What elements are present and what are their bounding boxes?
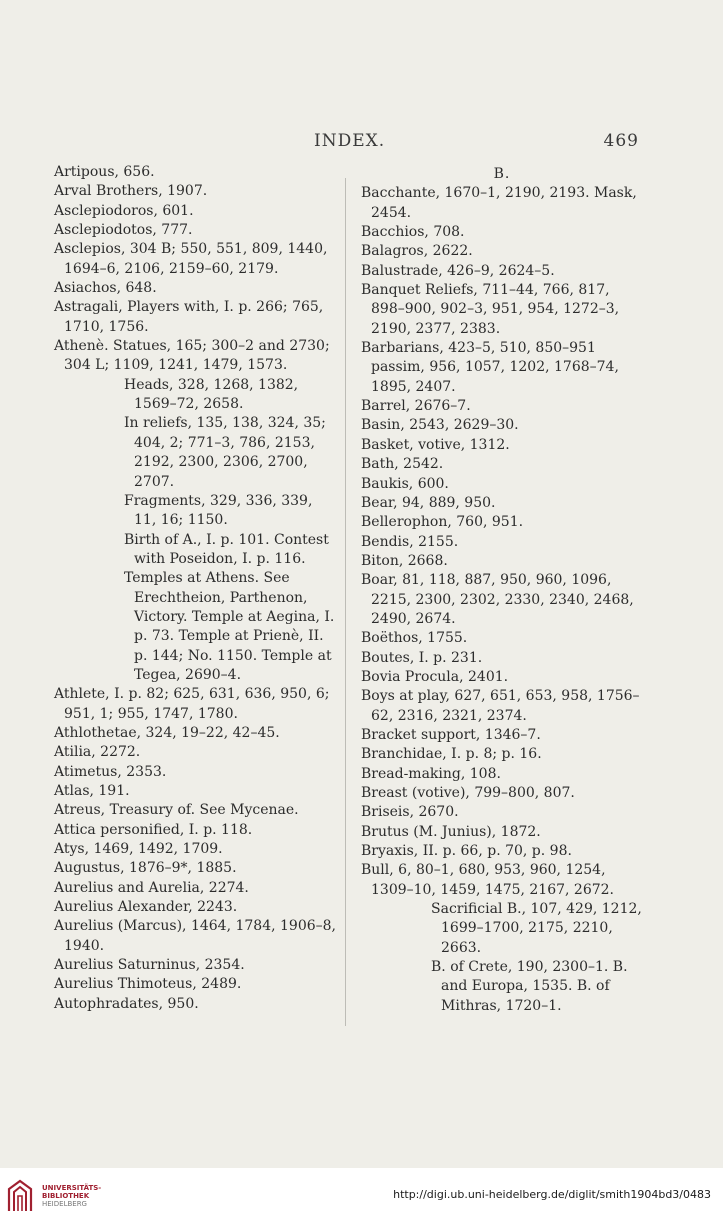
index-entry: Balagros, 2622.: [361, 243, 473, 260]
index-entry: Breast (votive), 799–800, 807.: [361, 785, 575, 801]
index-entry: Aurelius Saturninus, 2354.: [54, 957, 245, 974]
index-entry: Brutus (M. Junius), 1872.: [361, 823, 541, 840]
index-entry: Augustus, 1876–9*, 1885.: [54, 860, 237, 877]
index-left-column: [54, 163, 338, 1014]
index-entry: Basin, 2543, 2629–30.: [361, 417, 519, 434]
index-entry: Bread-making, 108.: [361, 765, 501, 782]
index-entry: Basket, votive, 1312.: [361, 436, 510, 453]
index-entry: Aurelius (Marcus), 1464, 1784, 1906–8, 1940.: [54, 918, 336, 954]
footer-bar: [0, 1168, 723, 1229]
index-entry: Boar, 81, 118, 887, 950, 960, 1096, 2215, 2300, 2302, 2330, 2340, 2468, 2490, 2674.: [361, 572, 634, 627]
index-entry: Banquet Reliefs, 711–44, 766, 817, 898–900, 902–3, 951, 954, 1272–3, 2190, 2377, 2383.: [361, 282, 620, 337]
library-logo-icon: [6, 1177, 34, 1213]
index-entry: Bear, 94, 889, 950.: [361, 494, 496, 511]
page-number: 469: [603, 131, 639, 151]
index-entry: Bellerophon, 760, 951.: [361, 514, 524, 531]
index-entry: Aurelius Alexander, 2243.: [54, 899, 238, 916]
index-subentry: B. of Crete, 190, 2300–1. B. and Europa, 1535. B. of Mithras, 1720–1.: [431, 959, 628, 1014]
index-subentry: Fragments, 329, 336, 339, 11, 16; 1150.: [124, 492, 313, 529]
index-right-column: [361, 163, 643, 1016]
index-entry: Boëthos, 1755.: [361, 630, 468, 647]
index-entry: Bath, 2542.: [361, 456, 444, 473]
index-subentry: In reliefs, 135, 138, 324, 35; 404, 2; 771–3, 786, 2153, 2192, 2300, 2306, 2700, 2707.: [124, 415, 326, 490]
index-entry: Athlete, I. p. 82; 625, 631, 636, 950, 6; 951, 1; 955, 1747, 1780.: [54, 686, 330, 722]
index-entry: Asclepios, 304 B; 550, 551, 809, 1440, 1694–6, 2106, 2159–60, 2179.: [54, 241, 328, 277]
index-entry: Aurelius Thimoteus, 2489.: [54, 976, 242, 993]
index-entry: Bracket support, 1346–7.: [361, 726, 541, 743]
index-entry: Atilia, 2272.: [54, 744, 141, 761]
index-entry: Astragali, Players with, I. p. 266; 765, 1710, 1756.: [54, 299, 324, 335]
index-entry: Bacchante, 1670–1, 2190, 2193. Mask, 2454.: [361, 185, 637, 221]
index-entry: Barrel, 2676–7.: [361, 398, 471, 415]
index-entry: Bendis, 2155.: [361, 533, 459, 550]
index-entry: Boys at play, 627, 651, 653, 958, 1756–62, 2316, 2321, 2374.: [361, 688, 640, 724]
index-entry: Briseis, 2670.: [361, 804, 459, 821]
index-entry: Atlas, 191.: [54, 783, 130, 799]
index-entry: Bryaxis, II. p. 66, p. 70, p. 98.: [361, 843, 572, 860]
index-entry: Baukis, 600.: [361, 475, 449, 492]
index-entry: Atys, 1469, 1492, 1709.: [54, 841, 223, 858]
index-entry: Asiachos, 648.: [54, 280, 157, 297]
index-entry: Bacchios, 708.: [361, 224, 465, 241]
index-entry: Asclepiodotos, 777.: [54, 222, 193, 239]
index-entry: Balustrade, 426–9, 2624–5.: [361, 262, 555, 279]
source-url-link[interactable]: http://digi.ub.uni-heidelberg.de/diglit/smith1904bd3/0483: [393, 1188, 711, 1201]
index-entry: Athenè. Statues, 165; 300–2 and 2730; 304 L; 1109, 1241, 1479, 1573.: [54, 338, 330, 374]
index-subentry: Sacrificial B., 107, 429, 1212, 1699–1700, 2175, 2210, 2663.: [431, 901, 642, 956]
index-entry: Arval Brothers, 1907.: [54, 183, 208, 200]
index-entry: Athlothetae, 324, 19–22, 42–45.: [54, 724, 280, 741]
index-subentry: Heads, 328, 1268, 1382, 1569–72, 2658.: [124, 376, 299, 413]
index-entry: Branchidae, I. p. 8; p. 16.: [361, 746, 542, 763]
index-entry: Attica personified, I. p. 118.: [54, 821, 253, 838]
index-entry: Asclepiodoros, 601.: [54, 202, 194, 219]
index-entry: Aurelius and Aurelia, 2274.: [54, 879, 249, 896]
index-subentry: Birth of A., I. p. 101. Contest with Poseidon, I. p. 116.: [124, 531, 329, 567]
index-entry: Boutes, I. p. 231.: [361, 649, 483, 666]
index-entry: Atimetus, 2353.: [54, 763, 167, 780]
index-entry: Bovia Procula, 2401.: [361, 668, 509, 685]
running-title: INDEX.: [314, 131, 386, 151]
index-subentry: Temples at Athens. See Erechtheion, Parthenon, Victory. Temple at Aegina, I. p. 73. Temple at Prienè, II. p. 144; No. 1150. Temple at Tegea, 2690–4.: [124, 570, 335, 683]
index-entry: Biton, 2668.: [361, 552, 448, 569]
index-entry: Atreus, Treasury of. See Mycenae.: [54, 802, 299, 819]
index-entry: Autophradates, 950.: [54, 995, 199, 1012]
section-heading: B.: [493, 166, 511, 182]
index-entry: Bull, 6, 80–1, 680, 953, 960, 1254, 1309–10, 1459, 1475, 2167, 2672.: [361, 862, 615, 898]
index-entry: Artipous, 656.: [54, 164, 155, 180]
column-divider: [345, 178, 346, 1026]
library-name: UNIVERSITÄTS- BIBLIOTHEK HEIDELBERG: [42, 1184, 102, 1208]
index-entry: Barbarians, 423–5, 510, 850–951 passim, 956, 1057, 1202, 1768–74, 1895, 2407.: [361, 340, 619, 395]
